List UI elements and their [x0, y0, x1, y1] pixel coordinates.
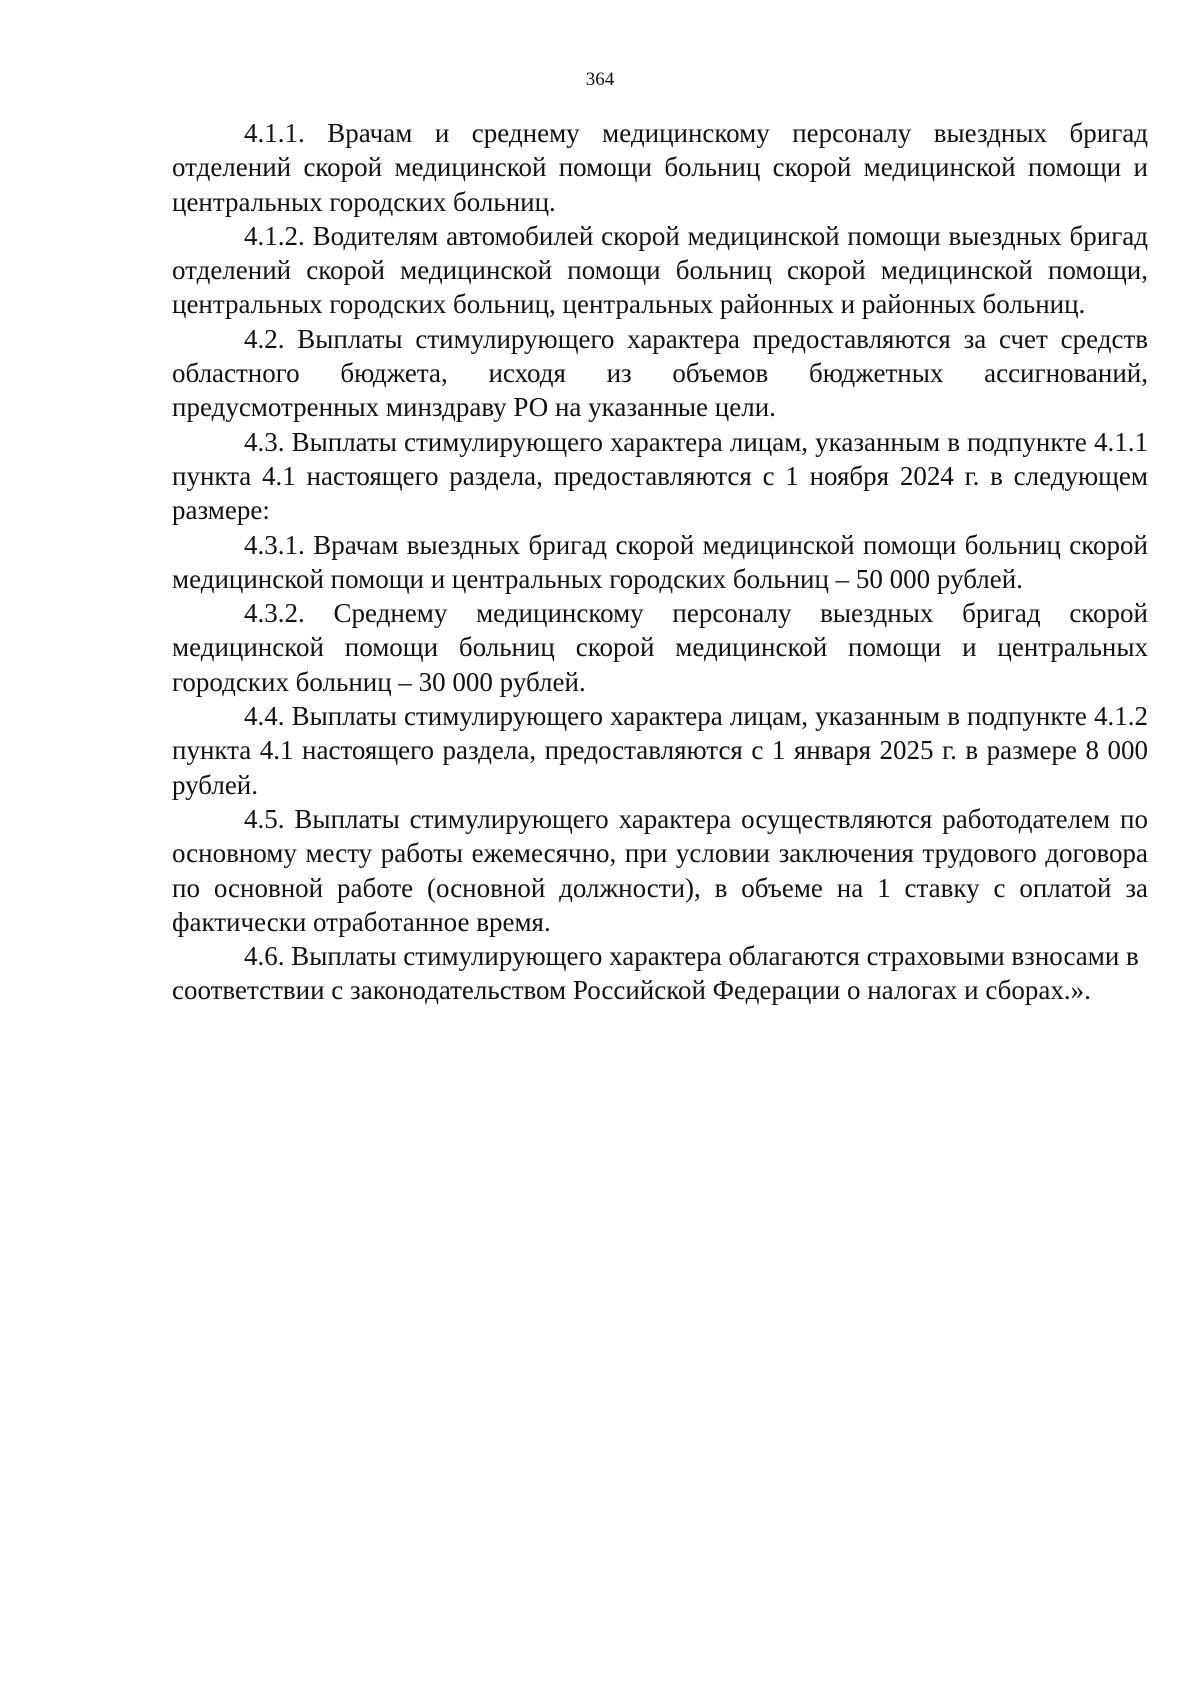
paragraph-4-5: 4.5. Выплаты стимулирующего характера осуществляются работодателем по основному месту работы ежемесячно, при условии заключения трудового договора по основной работе (основной должности), в объеме на 1 ставку с оплатой за фактически отработанное время.: [172, 803, 1148, 937]
paragraph-4-3: 4.3. Выплаты стимулирующего характера лицам, указанным в подпункте 4.1.1 пункта 4.1 настоящего раздела, предоставляются с 1 ноября 2024 г. в следующем размере:: [172, 426, 1148, 526]
paragraph-4-2: 4.2. Выплаты стимулирующего характера предоставляются за счет средств областного бюджета, исходя из объемов бюджетных ассигнований, предусмотренных минздраву РО на указанные цели.: [172, 323, 1148, 423]
paragraph-4-6: 4.6. Выплаты стимулирующего характера облагаются страховыми взносами в соответствии с законодательством Российской Федерации о налогах и сборах.».: [172, 941, 1139, 1006]
paragraph-4-3-2: 4.3.2. Среднему медицинскому персоналу выездных бригад скорой медицинской помощи больниц скорой медицинской помощи и центральных городских больниц – 30 000 рублей.: [172, 598, 1148, 697]
page-number: 364: [585, 69, 615, 90]
paragraph-4-1-1: 4.1.1. Врачам и среднему медицинскому персоналу выездных бригад отделений скорой медицинской помощи больниц скорой медицинской помощи и центральных городских больниц.: [172, 118, 1148, 217]
document-body: [172, 116, 1148, 1008]
paragraph-4-4: 4.4. Выплаты стимулирующего характера лицам, указанным в подпункте 4.1.2 пункта 4.1 настоящего раздела, предоставляются с 1 января 2025 г. в размере 8 000 рублей.: [172, 701, 1148, 800]
paragraph-4-1-2: 4.1.2. Водителям автомобилей скорой медицинской помощи выездных бригад отделений скорой медицинской помощи больниц скорой медицинской помощи, центральных городских больниц, центральных районных и районных больниц.: [172, 220, 1148, 320]
paragraph-4-3-1: 4.3.1. Врачам выездных бригад скорой медицинской помощи больниц скорой медицинской помощи и центральных городских больниц – 50 000 рублей.: [172, 529, 1148, 594]
